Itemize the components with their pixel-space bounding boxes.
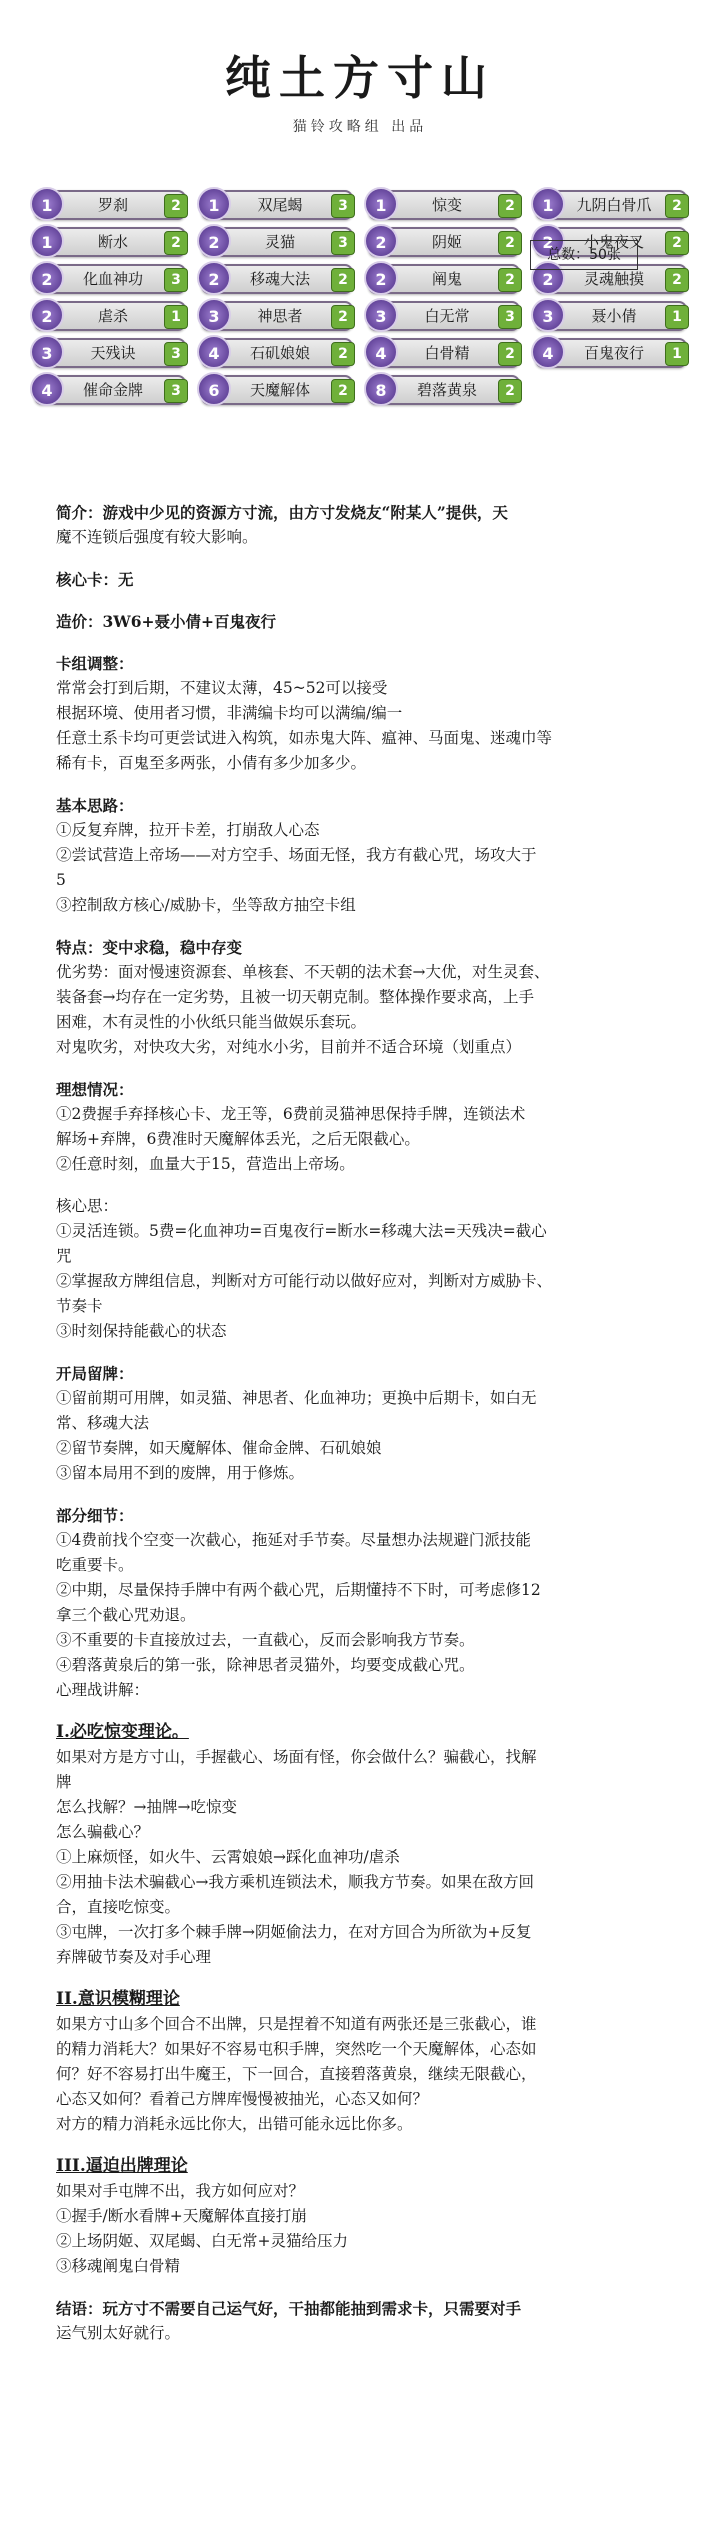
text-line: ②掌握敌方牌组信息，判断对方可能行动以做好应对，判断对方威胁卡、 [56, 1272, 553, 1290]
text-line: 开局留牌： [56, 1364, 134, 1383]
deck-card [34, 301, 186, 331]
text-line: 拿三个截心咒劝退。 [56, 1606, 196, 1624]
text-line: 核心卡：无 [56, 570, 134, 589]
section-cost [56, 609, 686, 634]
card-name: 虐杀 [97, 307, 128, 325]
card-cost-badge: 1 [197, 187, 231, 221]
text-line: 怎么骗截心？ [56, 1823, 150, 1841]
deck-card [368, 264, 520, 294]
card-cost-badge: 1 [531, 187, 565, 221]
card-count-badge: 2 [498, 379, 522, 403]
text-line: 如果对手屯牌不出，我方如何应对？ [56, 2182, 305, 2200]
card-name: 化血神功 [82, 270, 143, 288]
deck-card [535, 301, 687, 331]
card-name: 白无常 [424, 307, 470, 325]
card-cost-badge: 1 [364, 187, 398, 221]
text-line: 基本思路： [56, 796, 134, 815]
text-line: 常常会打到后期，不建议太薄，45~52可以接受 [56, 679, 388, 697]
card-count-badge: 3 [331, 231, 355, 255]
deck-card [368, 301, 520, 331]
text-line: 困难，木有灵性的小伙纸只能当做娱乐套玩。 [56, 1013, 367, 1031]
deck-card [34, 375, 186, 405]
card-cost-badge: 3 [531, 298, 565, 332]
card-count-badge: 2 [164, 231, 188, 255]
section-theory2 [56, 1987, 686, 2137]
text-line: 造价：3W6+聂小倩+百鬼夜行 [56, 612, 276, 631]
text-line: 对方的精力消耗永远比你大，出错可能永远比你多。 [56, 2115, 413, 2133]
card-cost-badge: 4 [364, 335, 398, 369]
card-count-badge: 2 [498, 268, 522, 292]
text-line: ②用抽卡法术骗截心→我方乘机连锁法术，顺我方节奏。如果在敌方回 [56, 1873, 534, 1891]
text-line: 咒 [56, 1247, 72, 1265]
card-count-badge: 1 [164, 305, 188, 329]
card-cost-badge: 2 [197, 261, 231, 295]
card-cost-badge: 4 [30, 372, 64, 406]
deck-total-box: 总数：50张 [530, 240, 638, 270]
deck-card [201, 190, 353, 220]
text-line: 优劣势：面对慢速资源套、单核套、不天朝的法术套→大优，对生灵套、 [56, 963, 550, 981]
card-name: 灵魂触摸 [583, 270, 644, 288]
card-name: 灵猫 [264, 233, 295, 251]
card-count-badge: 3 [498, 305, 522, 329]
text-line: 理想情况： [56, 1080, 134, 1099]
card-cost-badge: 4 [197, 335, 231, 369]
card-name: 九阴白骨爪 [576, 196, 652, 214]
text-line: ②中期，尽量保持手牌中有两个截心咒，后期懂持不下时，可考虑修12 [56, 1581, 541, 1599]
text-line: ①反复弃牌，拉开卡差，打崩敌人心态 [56, 821, 320, 839]
text-line: 怎么找解？→抽牌→吃惊变 [56, 1798, 237, 1816]
card-count-badge: 2 [498, 342, 522, 366]
card-name: 双尾蝎 [257, 196, 303, 214]
card-cost-badge: 2 [30, 261, 64, 295]
section-ideal [56, 1077, 686, 1177]
card-cost-badge: 2 [197, 224, 231, 258]
card-name: 阐鬼 [431, 270, 462, 288]
text-line: 心理战讲解： [56, 1681, 150, 1699]
text-line: 稀有卡，百鬼至多两张，小倩有多少加多少。 [56, 754, 367, 772]
text-line: 特点：变中求稳，稳中存变 [56, 938, 243, 957]
card-name: 阴姬 [431, 233, 462, 251]
text-line: ②任意时刻，血量大于15，营造出上帝场。 [56, 1155, 355, 1173]
deck-card [535, 190, 687, 220]
text-line: 心态又如何？看着己方牌库慢慢被抽光，心态又如何？ [56, 2090, 429, 2108]
text-line: ②尝试营造上帝场——对方空手、场面无怪，我方有截心咒，场攻大于 [56, 846, 537, 864]
section-theory3 [56, 2154, 686, 2279]
card-name: 断水 [97, 233, 128, 251]
card-cost-badge: 1 [30, 187, 64, 221]
section-idea [56, 793, 686, 918]
card-count-badge: 2 [665, 268, 689, 292]
deck-card [368, 338, 520, 368]
section-corepoint [56, 1194, 686, 1344]
section-theory1 [56, 1720, 686, 1970]
card-name: 聂小倩 [591, 307, 637, 325]
text-line: ③时刻保持能截心的状态 [56, 1322, 227, 1340]
deck-card [34, 190, 186, 220]
text-line: 节奏卡 [56, 1297, 103, 1315]
deck-card [535, 338, 687, 368]
card-count-badge: 2 [164, 194, 188, 218]
card-cost-badge: 3 [364, 298, 398, 332]
text-line: ③留本局用不到的废牌，用于修炼。 [56, 1464, 305, 1482]
deck-card [34, 264, 186, 294]
text-line: III.逼迫出牌理论 [56, 2156, 188, 2176]
text-line: ③不重要的卡直接放过去，一直截心，反而会影响我方节奏。 [56, 1631, 475, 1649]
card-name: 惊变 [431, 196, 462, 214]
text-line: ①留前期可用牌，如灵猫、神思者、化血神功；更换中后期卡，如白无 [56, 1389, 537, 1407]
text-line: ①2费握手弃择核心卡、龙王等，6费前灵猫神思保持手牌，连锁法术 [56, 1105, 526, 1123]
text-line: ②留节奏牌，如天魔解体、催命金牌、石矶娘娘 [56, 1439, 382, 1457]
card-name: 白骨精 [424, 344, 470, 362]
card-cost-badge: 1 [30, 224, 64, 258]
deck-card [34, 227, 186, 257]
text-line: 常、移魂大法 [56, 1414, 150, 1432]
text-line: 对鬼吹劣，对快攻大劣，对纯水小劣，目前并不适合环境（划重点） [56, 1038, 522, 1056]
card-cost-badge: 2 [364, 261, 398, 295]
text-line: 如果方寸山多个回合不出牌，只是捏着不知道有两张还是三张截心，谁 [56, 2015, 537, 2033]
text-line: 的精力消耗大？如果好不容易屯积手牌，突然吃一个天魔解体，心态如 [56, 2040, 537, 2058]
card-cost-badge: 2 [531, 224, 565, 258]
section-core [56, 567, 686, 592]
text-line: 魔不连锁后强度有较大影响。 [56, 528, 258, 546]
card-count-badge: 2 [331, 379, 355, 403]
text-line: ①上麻烦怪，如火牛、云霄娘娘→踩化血神功/虐杀 [56, 1848, 400, 1866]
deck-card [201, 375, 353, 405]
text-line: 吃重要卡。 [56, 1556, 134, 1574]
card-count-badge: 1 [665, 305, 689, 329]
card-name: 移魂大法 [249, 270, 310, 288]
text-line: 合，直接吃惊变。 [56, 1898, 181, 1916]
deck-card [368, 190, 520, 220]
text-line: ③控制敌方核心/威胁卡，坐等敌方抽空卡组 [56, 896, 356, 914]
page-title: 纯土方寸山 [225, 51, 495, 105]
card-name: 催命金牌 [82, 381, 143, 399]
card-count-badge: 3 [164, 379, 188, 403]
text-line: 部分细节： [56, 1506, 134, 1525]
text-line: ②上场阴姬、双尾蝎、白无常+灵猫给压力 [56, 2232, 348, 2250]
card-name: 碧落黄泉 [416, 381, 477, 399]
text-line: I.必吃惊变理论。 [56, 1722, 189, 1742]
text-line: 何？好不容易打出牛魔王，下一回合，直接碧落黄泉，继续无限截心， [56, 2065, 537, 2083]
card-cost-badge: 6 [197, 372, 231, 406]
card-name: 天残诀 [90, 344, 136, 362]
deck-card [201, 338, 353, 368]
section-adjust [56, 651, 686, 776]
deck-card [201, 264, 353, 294]
deck-card [201, 301, 353, 331]
card-name: 小鬼夜叉 [583, 233, 644, 251]
deck-card [201, 227, 353, 257]
text-line: 结语：玩方寸不需要自己运气好，干抽都能抽到需求卡，只需要对手 [56, 2299, 522, 2318]
card-count-badge: 2 [331, 305, 355, 329]
card-count-badge: 1 [665, 342, 689, 366]
text-line: 弃牌破节奏及对手心理 [56, 1948, 212, 1966]
text-line: ③屯牌，一次打多个棘手牌→阴姬偷法力，在对方回合为所欲为+反复 [56, 1923, 532, 1941]
text-line: 5 [56, 871, 66, 889]
section-keep [56, 1361, 686, 1486]
text-line: ①握手/断水看牌+天魔解体直接打崩 [56, 2207, 307, 2225]
card-name: 神思者 [257, 307, 303, 325]
card-count-badge: 3 [164, 342, 188, 366]
card-count-badge: 3 [331, 194, 355, 218]
text-line: 卡组调整： [56, 654, 134, 673]
card-cost-badge: 2 [30, 298, 64, 332]
text-line: 如果对方是方寸山，手握截心、场面有怪，你会做什么？骗截心，找解 [56, 1748, 537, 1766]
card-cost-badge: 8 [364, 372, 398, 406]
card-count-badge: 2 [665, 194, 689, 218]
text-line: 运气别太好就行。 [56, 2324, 181, 2342]
card-cost-badge: 3 [197, 298, 231, 332]
text-line: 装备套→均存在一定劣势，且被一切天朝克制。整体操作要求高，上手 [56, 988, 534, 1006]
card-count-badge: 2 [498, 194, 522, 218]
card-name: 石矶娘娘 [249, 344, 310, 362]
card-name: 百鬼夜行 [583, 344, 644, 362]
card-count-badge: 2 [331, 342, 355, 366]
text-line: 解场+弃牌，6费准时天魔解体丢光，之后无限截心。 [56, 1130, 420, 1148]
section-feature [56, 935, 686, 1060]
text-line: 牌 [56, 1773, 72, 1791]
text-line: II.意识模糊理论 [56, 1989, 180, 2009]
card-count-badge: 2 [331, 268, 355, 292]
card-cost-badge: 4 [531, 335, 565, 369]
text-line: ①灵活连锁。5费=化血神功=百鬼夜行=断水=移魂大法=天残决=截心 [56, 1222, 547, 1240]
page-subtitle: 猫铃攻略组 出品 [292, 119, 428, 135]
text-line: 任意土系卡均可更尝试进入构筑，如赤鬼大阵、瘟神、马面鬼、迷魂巾等 [56, 729, 553, 747]
text-line: 简介：游戏中少见的资源方寸流，由方寸发烧友“附某人”提供，天 [56, 503, 508, 522]
section-end [56, 2296, 686, 2346]
card-cost-badge: 2 [364, 224, 398, 258]
card-count-badge: 3 [164, 268, 188, 292]
text-line: 核心思： [56, 1197, 119, 1215]
card-cost-badge: 3 [30, 335, 64, 369]
card-name: 天魔解体 [249, 381, 310, 399]
section-intro [56, 500, 686, 550]
card-name: 罗刹 [97, 196, 128, 214]
deck-card [34, 338, 186, 368]
section-detail [56, 1503, 686, 1703]
deck-card [368, 375, 520, 405]
text-line: ①4费前找个空变一次截心，拖延对手节奏。尽量想办法规避门派技能 [56, 1531, 531, 1549]
guide-content [56, 500, 686, 2363]
text-line: 根据环境、使用者习惯，非满编卡均可以满编/编一 [56, 704, 403, 722]
deck-card [368, 227, 520, 257]
text-line: ④碧落黄泉后的第一张，除神思者灵猫外，均要变成截心咒。 [56, 1656, 475, 1674]
text-line: ③移魂阐鬼白骨精 [56, 2257, 181, 2275]
card-count-badge: 2 [498, 231, 522, 255]
card-count-badge: 2 [665, 231, 689, 255]
card-cost-badge: 2 [531, 261, 565, 295]
